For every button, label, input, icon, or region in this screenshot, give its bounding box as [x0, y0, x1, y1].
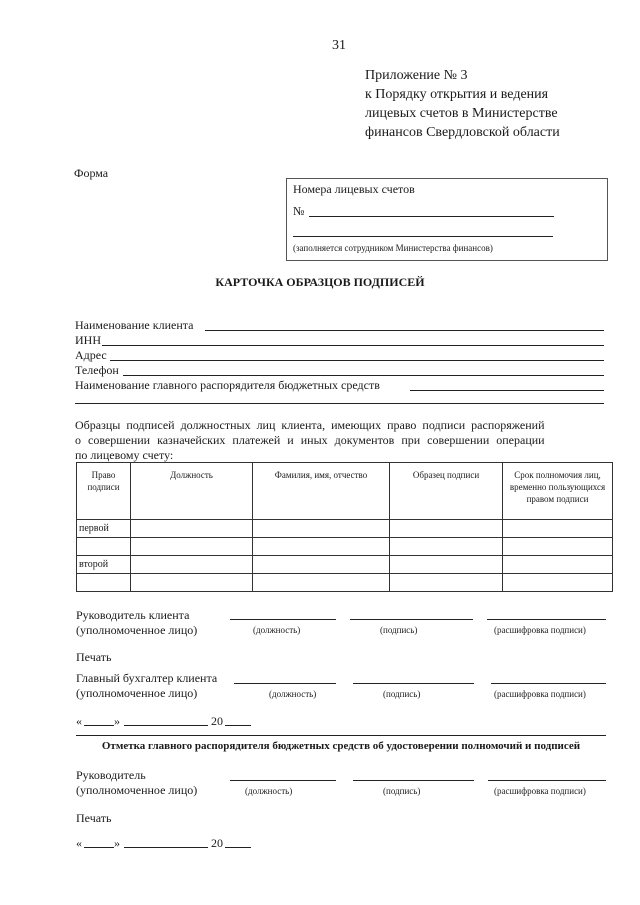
head2-line-2: (уполномоченное лицо) — [76, 783, 198, 797]
date2-year-line[interactable] — [225, 847, 251, 848]
head-signature-caption: (подпись) — [380, 625, 418, 635]
table-row — [77, 538, 613, 556]
header-fio: Фамилия, имя, отчество — [253, 463, 390, 520]
seal-label: Печать — [76, 650, 112, 664]
table-cell[interactable] — [503, 556, 613, 574]
samples-line-3: по лицевому счету: — [75, 448, 174, 462]
date2-day-line[interactable] — [84, 847, 114, 848]
client-name-label: Наименование клиента — [75, 318, 194, 332]
head-signature-line[interactable] — [350, 619, 473, 620]
accounts-box-note: (заполняется сотрудником Министерства финансов) — [293, 243, 493, 253]
samples-paragraph — [75, 418, 610, 463]
accountant-position-line[interactable] — [234, 683, 336, 684]
phone-line[interactable] — [123, 375, 604, 376]
table-cell[interactable] — [253, 574, 390, 592]
mark-title: Отметка главного распорядителя бюджетных средств об удостоверении полномочий и подписей — [101, 740, 581, 752]
head2-line-1: Руководитель — [76, 768, 146, 782]
page-number: 31 — [332, 38, 346, 53]
head-client-line-1: Руководитель клиента — [76, 608, 190, 622]
accountant-position-caption: (должность) — [269, 689, 317, 699]
client-name-line[interactable] — [205, 330, 604, 331]
samples-line-2: о совершении казначейских платежей и иных документов при совершении операции — [75, 433, 545, 447]
row-label: второй — [77, 556, 131, 574]
inn-label: ИНН — [75, 333, 101, 347]
head-client-label — [76, 608, 197, 638]
address-line[interactable] — [110, 360, 604, 361]
table-cell[interactable] — [390, 538, 503, 556]
chief-accountant-line-2: (уполномоченное лицо) — [76, 686, 198, 700]
head2-position-caption: (должность) — [245, 786, 293, 796]
account-number-line-2[interactable] — [293, 236, 553, 237]
table-cell[interactable] — [390, 556, 503, 574]
table-cell[interactable] — [503, 538, 613, 556]
address-label: Адрес — [75, 348, 107, 362]
samples-line-1: Образцы подписей должностных лиц клиента, имеющих право подписи распоряжений — [75, 418, 545, 432]
appendix-line-4: финансов Свердловской области — [365, 125, 560, 140]
head2-decoding-caption: (расшифровка подписи) — [494, 786, 586, 796]
header-right: Право подписи — [77, 463, 131, 520]
head-position-line[interactable] — [230, 619, 336, 620]
main-manager-line-2[interactable] — [75, 403, 604, 404]
table-cell[interactable] — [390, 520, 503, 538]
date2-month-line[interactable] — [124, 847, 208, 848]
phone-label: Телефон — [75, 363, 119, 377]
appendix-header — [365, 66, 560, 142]
table-header-row — [77, 463, 613, 520]
table-cell[interactable] — [131, 520, 253, 538]
head2-decoding-line[interactable] — [488, 780, 606, 781]
date-year-line[interactable] — [225, 725, 251, 726]
chief-accountant-line-1: Главный бухгалтер клиента — [76, 671, 218, 685]
head2-position-line[interactable] — [230, 780, 336, 781]
table-row — [77, 520, 613, 538]
header-sample: Образец подписи — [390, 463, 503, 520]
date-open-quote: « — [76, 714, 82, 728]
head-decoding-line[interactable] — [487, 619, 606, 620]
inn-line[interactable] — [102, 345, 604, 346]
head-client-line-2: (уполномоченное лицо) — [76, 623, 198, 637]
date-close-quote: » — [114, 714, 120, 728]
appendix-line-3: лицевых счетов в Министерстве — [365, 106, 558, 121]
table-cell[interactable] — [503, 520, 613, 538]
date2-year-prefix: 20 — [211, 836, 223, 850]
accountant-decoding-caption: (расшифровка подписи) — [494, 689, 586, 699]
head2-signature-line[interactable] — [353, 780, 474, 781]
table-cell[interactable] — [503, 574, 613, 592]
head2-signature-caption: (подпись) — [383, 786, 421, 796]
table-cell[interactable] — [131, 574, 253, 592]
appendix-line-2: к Порядку открытия и ведения — [365, 87, 549, 102]
table-row — [77, 556, 613, 574]
seal2-label: Печать — [76, 811, 112, 825]
table-cell[interactable] — [253, 556, 390, 574]
head-decoding-caption: (расшифровка подписи) — [494, 625, 586, 635]
chief-accountant-label — [76, 671, 217, 701]
header-term: Срок полномочия лиц, временно пользующихся правом подписи — [503, 463, 613, 520]
head-position-caption: (должность) — [253, 625, 301, 635]
row-label — [77, 574, 131, 592]
head2-label — [76, 768, 197, 798]
date2-open-quote: « — [76, 836, 82, 850]
signatures-table — [76, 462, 613, 592]
row-label: первой — [77, 520, 131, 538]
date-month-line[interactable] — [124, 725, 208, 726]
date-day-line[interactable] — [84, 725, 114, 726]
form-label: Форма — [74, 166, 109, 180]
table-cell[interactable] — [253, 520, 390, 538]
header-position: Должность — [131, 463, 253, 520]
table-cell[interactable] — [253, 538, 390, 556]
accounts-box — [286, 178, 608, 261]
table-cell[interactable] — [390, 574, 503, 592]
table-cell[interactable] — [131, 556, 253, 574]
appendix-line-1: Приложение № 3 — [365, 68, 468, 83]
main-manager-line[interactable] — [410, 390, 604, 391]
date2-close-quote: » — [114, 836, 120, 850]
document-title: КАРТОЧКА ОБРАЗЦОВ ПОДПИСЕЙ — [215, 275, 425, 289]
accountant-signature-line[interactable] — [353, 683, 474, 684]
account-number-line-1[interactable] — [309, 216, 554, 217]
date-year-prefix: 20 — [211, 714, 223, 728]
number-sign: № — [293, 204, 305, 218]
accountant-decoding-line[interactable] — [491, 683, 606, 684]
main-manager-label: Наименование главного распорядителя бюджетных средств — [75, 378, 380, 392]
row-label — [77, 538, 131, 556]
accounts-box-title: Номера лицевых счетов — [293, 182, 415, 196]
table-row — [77, 574, 613, 592]
table-cell[interactable] — [131, 538, 253, 556]
section-divider — [76, 735, 606, 736]
accountant-signature-caption: (подпись) — [383, 689, 421, 699]
